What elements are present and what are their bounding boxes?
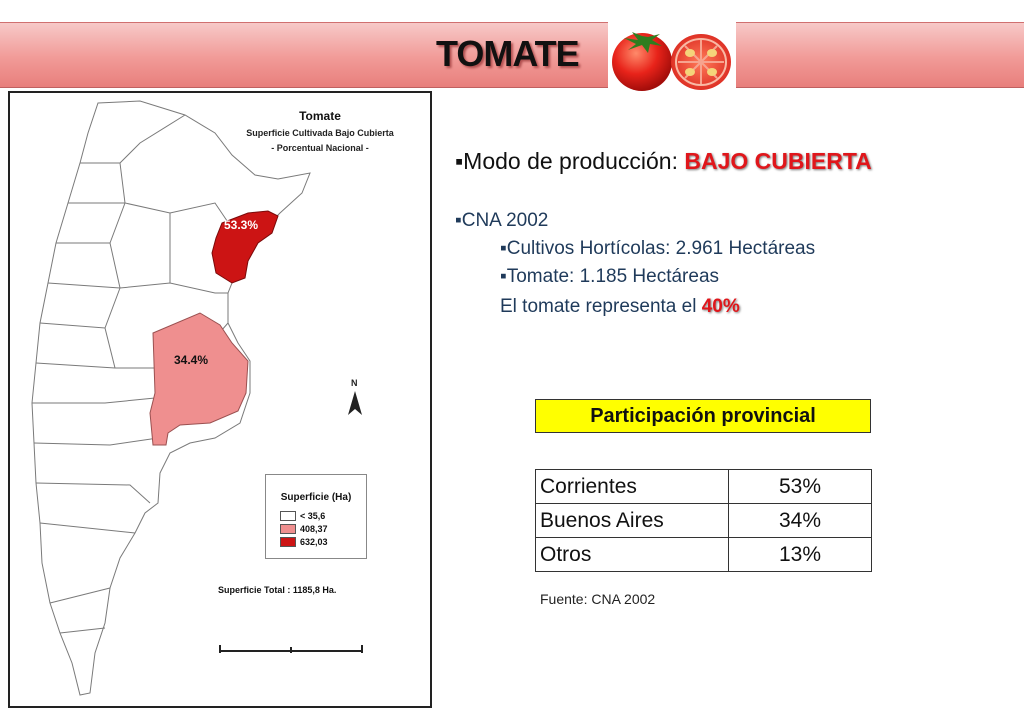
legend-item — [280, 537, 328, 547]
tomato-hectares-line: ▪Tomate: 1.185 Hectáreas — [500, 266, 720, 287]
total-surface: Superficie Total : 1185,8 Ha. — [218, 585, 337, 595]
production-mode-label: ▪Modo de producción: — [455, 148, 685, 174]
source-note: Fuente: CNA 2002 — [540, 591, 656, 607]
legend-swatch — [280, 524, 296, 534]
map-subtitle: Superficie Cultivada Bajo Cubierta — [246, 128, 394, 138]
corrientes-label: 53.3% — [224, 218, 259, 232]
province-name: Corrientes — [536, 470, 729, 504]
province-name: Otros — [536, 538, 729, 572]
table-row — [536, 470, 872, 504]
legend-swatch — [280, 511, 296, 521]
legend-item — [280, 524, 328, 534]
production-mode-value: BAJO CUBIERTA — [684, 148, 872, 174]
province-value: 34% — [729, 504, 872, 538]
legend-title: Superficie (Ha) — [280, 492, 352, 503]
table-row — [536, 538, 872, 572]
north-label: N — [351, 378, 358, 388]
page-title: TOMATE — [436, 33, 579, 74]
north-arrow-icon — [348, 391, 362, 415]
buenos-aires-label: 34.4% — [174, 353, 209, 367]
argentina-map — [10, 93, 430, 706]
tomato-share-value: 40% — [701, 296, 740, 317]
tomato-share-line — [500, 296, 740, 318]
legend-item — [280, 511, 325, 521]
table-row — [536, 504, 872, 538]
province-value: 53% — [729, 470, 872, 504]
legend-label: 632,03 — [300, 537, 328, 547]
map-legend — [265, 474, 367, 559]
map-title: Tomate — [299, 109, 341, 123]
participation-table — [535, 469, 872, 572]
horticultural-crops-line: ▪Cultivos Hortícolas: 2.961 Hectáreas — [500, 238, 816, 259]
province-name: Buenos Aires — [536, 504, 729, 538]
tomato-share-label: El tomate representa el — [500, 296, 702, 317]
map-panel — [8, 91, 432, 708]
legend-label: 408,37 — [300, 524, 328, 534]
legend-label: < 35,6 — [300, 511, 326, 521]
scale-bar — [220, 645, 362, 653]
tomato-image — [608, 20, 736, 94]
map-subtitle-2: - Porcentual Nacional - — [271, 143, 369, 153]
legend-swatch — [280, 537, 296, 547]
province-value: 13% — [729, 538, 872, 572]
participation-title: Participación provincial — [535, 399, 871, 433]
production-mode — [455, 148, 872, 175]
cna-heading: ▪CNA 2002 — [455, 210, 549, 231]
